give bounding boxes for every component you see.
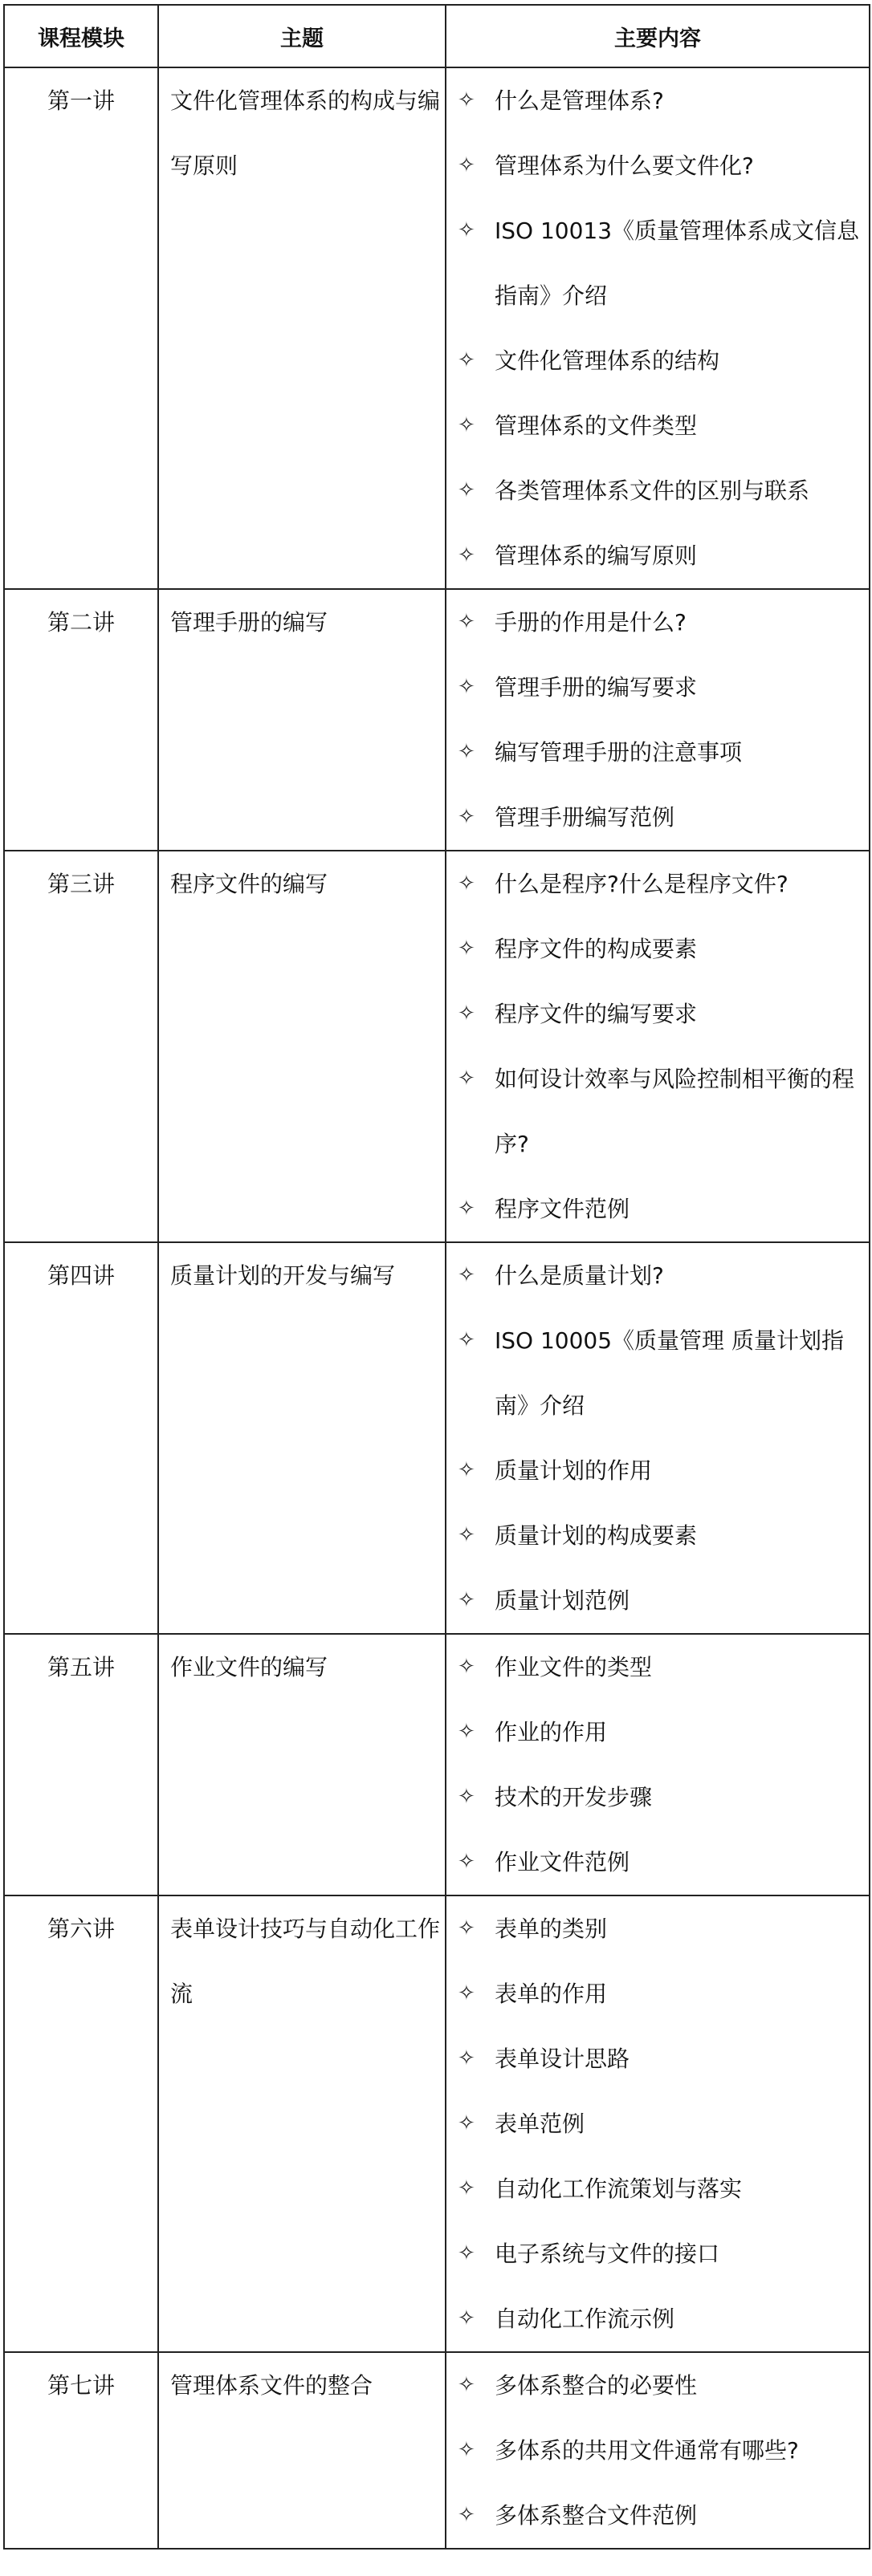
diamond-bullet-icon: ✧ xyxy=(458,2306,475,2330)
content-list-item xyxy=(458,2353,861,2418)
table-body xyxy=(4,67,870,2549)
content-list-item xyxy=(458,1635,861,1700)
header-topic: 主题 xyxy=(158,5,446,67)
module-cell: 第二讲 xyxy=(4,589,158,851)
content-list-item xyxy=(458,2026,861,2091)
content-item-text: 电子系统与文件的接口 xyxy=(495,2241,720,2267)
content-list-item xyxy=(458,1700,861,1765)
content-item-text: 技术的开发步骤 xyxy=(495,1784,653,1810)
content-item-text: 表单的类别 xyxy=(495,1916,608,1942)
content-list-item xyxy=(458,393,861,458)
topic-cell: 作业文件的编写 xyxy=(158,1634,446,1895)
topic-cell: 质量计划的开发与编写 xyxy=(158,1242,446,1634)
content-list-item xyxy=(458,2091,861,2156)
content-list-item xyxy=(458,2483,861,2548)
content-item-text: 表单范例 xyxy=(495,2111,585,2137)
diamond-bullet-icon: ✧ xyxy=(458,805,475,829)
content-cell xyxy=(446,67,870,589)
diamond-bullet-icon: ✧ xyxy=(458,348,475,372)
content-item-text: 文件化管理体系的结构 xyxy=(495,347,720,374)
diamond-bullet-icon: ✧ xyxy=(458,218,475,242)
content-item-text: 管理手册编写范例 xyxy=(495,804,675,831)
content-item-text: ISO 10013《质量管理体系成文信息指南》介绍 xyxy=(495,217,860,309)
diamond-bullet-icon: ✧ xyxy=(458,1655,475,1679)
table-row xyxy=(4,1895,870,2352)
course-outline-table xyxy=(3,4,870,2550)
content-item-text: 管理体系的文件类型 xyxy=(495,412,698,439)
content-item-text: 管理手册的编写要求 xyxy=(495,674,698,701)
content-item-text: 什么是质量计划? xyxy=(495,1262,664,1289)
diamond-bullet-icon: ✧ xyxy=(458,153,475,177)
content-item-text: 程序文件的构成要素 xyxy=(495,936,698,962)
content-cell xyxy=(446,1895,870,2352)
module-cell: 第五讲 xyxy=(4,1634,158,1895)
content-list-item xyxy=(458,785,861,850)
content-item-text: 多体系整合文件范例 xyxy=(495,2502,698,2529)
content-list-item xyxy=(458,1176,861,1241)
content-item-text: 程序文件的编写要求 xyxy=(495,1001,698,1027)
table-row xyxy=(4,2352,870,2549)
topic-cell: 程序文件的编写 xyxy=(158,851,446,1242)
table-row xyxy=(4,67,870,589)
content-item-text: 表单的作用 xyxy=(495,1981,608,2007)
diamond-bullet-icon: ✧ xyxy=(458,1197,475,1221)
header-content: 主要内容 xyxy=(446,5,870,67)
diamond-bullet-icon: ✧ xyxy=(458,675,475,699)
diamond-bullet-icon: ✧ xyxy=(458,543,475,567)
content-list-item xyxy=(458,68,861,133)
diamond-bullet-icon: ✧ xyxy=(458,937,475,961)
content-cell xyxy=(446,1242,870,1634)
content-list-item xyxy=(458,2156,861,2221)
diamond-bullet-icon: ✧ xyxy=(458,478,475,502)
content-item-text: 各类管理体系文件的区别与联系 xyxy=(495,477,810,504)
table-row xyxy=(4,1242,870,1634)
topic-cell: 文件化管理体系的构成与编写原则 xyxy=(158,67,446,589)
content-list-item xyxy=(458,1765,861,1830)
content-item-text: 编写管理手册的注意事项 xyxy=(495,739,743,766)
content-item-text: 自动化工作流策划与落实 xyxy=(495,2176,743,2202)
header-module: 课程模块 xyxy=(4,5,158,67)
content-cell xyxy=(446,589,870,851)
diamond-bullet-icon: ✧ xyxy=(458,2373,475,2397)
content-item-text: 如何设计效率与风险控制相平衡的程序? xyxy=(495,1066,855,1157)
content-list-item xyxy=(458,198,861,328)
module-cell: 第三讲 xyxy=(4,851,158,1242)
topic-cell: 表单设计技巧与自动化工作流 xyxy=(158,1895,446,2352)
module-cell: 第四讲 xyxy=(4,1242,158,1634)
content-item-text: 程序文件范例 xyxy=(495,1196,630,1222)
diamond-bullet-icon: ✧ xyxy=(458,1458,475,1482)
content-item-text: 质量计划的作用 xyxy=(495,1457,653,1484)
content-list-item xyxy=(458,851,861,916)
topic-cell: 管理手册的编写 xyxy=(158,589,446,851)
diamond-bullet-icon: ✧ xyxy=(458,2241,475,2265)
header-row xyxy=(4,5,870,67)
diamond-bullet-icon: ✧ xyxy=(458,1785,475,1809)
topic-cell: 管理体系文件的整合 xyxy=(158,2352,446,2549)
diamond-bullet-icon: ✧ xyxy=(458,2438,475,2462)
content-item-text: 质量计划范例 xyxy=(495,1587,630,1614)
diamond-bullet-icon: ✧ xyxy=(458,1263,475,1287)
content-item-text: 作业文件范例 xyxy=(495,1849,630,1875)
diamond-bullet-icon: ✧ xyxy=(458,413,475,437)
content-item-text: 作业文件的类型 xyxy=(495,1654,653,1680)
diamond-bullet-icon: ✧ xyxy=(458,1523,475,1547)
content-list-item xyxy=(458,523,861,588)
module-cell: 第七讲 xyxy=(4,2352,158,2549)
diamond-bullet-icon: ✧ xyxy=(458,1002,475,1026)
module-cell: 第六讲 xyxy=(4,1895,158,2352)
content-list-item xyxy=(458,328,861,393)
diamond-bullet-icon: ✧ xyxy=(458,1981,475,2005)
content-list-item xyxy=(458,1961,861,2026)
content-list-item xyxy=(458,1568,861,1633)
diamond-bullet-icon: ✧ xyxy=(458,1916,475,1940)
table-row xyxy=(4,1634,870,1895)
content-list-item xyxy=(458,2286,861,2351)
diamond-bullet-icon: ✧ xyxy=(458,740,475,764)
diamond-bullet-icon: ✧ xyxy=(458,1328,475,1352)
module-cell: 第一讲 xyxy=(4,67,158,589)
content-list-item xyxy=(458,590,861,655)
diamond-bullet-icon: ✧ xyxy=(458,88,475,112)
diamond-bullet-icon: ✧ xyxy=(458,1850,475,1874)
content-item-text: 什么是程序?什么是程序文件? xyxy=(495,871,788,897)
diamond-bullet-icon: ✧ xyxy=(458,872,475,896)
content-item-text: 多体系的共用文件通常有哪些? xyxy=(495,2437,799,2464)
content-item-text: 作业的作用 xyxy=(495,1719,608,1745)
content-item-text: 自动化工作流示例 xyxy=(495,2306,675,2332)
diamond-bullet-icon: ✧ xyxy=(458,1067,475,1091)
content-list-item xyxy=(458,1308,861,1438)
content-list-item xyxy=(458,133,861,198)
content-list-item xyxy=(458,1830,861,1895)
content-list-item xyxy=(458,1243,861,1308)
diamond-bullet-icon: ✧ xyxy=(458,2503,475,2527)
table-header xyxy=(4,5,870,67)
content-list-item xyxy=(458,1438,861,1503)
content-item-text: 多体系整合的必要性 xyxy=(495,2372,698,2399)
content-list-item xyxy=(458,1896,861,1961)
content-list-item xyxy=(458,1046,861,1176)
content-item-text: 手册的作用是什么? xyxy=(495,609,687,636)
content-item-text: 什么是管理体系? xyxy=(495,87,664,114)
content-item-text: 表单设计思路 xyxy=(495,2046,630,2072)
content-list-item xyxy=(458,655,861,720)
table-row xyxy=(4,589,870,851)
content-item-text: 管理体系的编写原则 xyxy=(495,542,698,569)
content-item-text: 质量计划的构成要素 xyxy=(495,1522,698,1549)
content-item-text: ISO 10005《质量管理 质量计划指南》介绍 xyxy=(495,1327,844,1419)
diamond-bullet-icon: ✧ xyxy=(458,610,475,634)
table-row xyxy=(4,851,870,1242)
content-list-item xyxy=(458,2418,861,2483)
content-list-item xyxy=(458,981,861,1046)
content-list-item xyxy=(458,2221,861,2286)
content-cell xyxy=(446,851,870,1242)
content-list-item xyxy=(458,916,861,981)
diamond-bullet-icon: ✧ xyxy=(458,2176,475,2200)
content-item-text: 管理体系为什么要文件化? xyxy=(495,152,754,179)
content-list-item xyxy=(458,458,861,523)
diamond-bullet-icon: ✧ xyxy=(458,2111,475,2135)
content-cell xyxy=(446,1634,870,1895)
diamond-bullet-icon: ✧ xyxy=(458,1720,475,1744)
content-list-item xyxy=(458,1503,861,1568)
content-list-item xyxy=(458,720,861,785)
content-cell xyxy=(446,2352,870,2549)
diamond-bullet-icon: ✧ xyxy=(458,2046,475,2070)
diamond-bullet-icon: ✧ xyxy=(458,1588,475,1612)
